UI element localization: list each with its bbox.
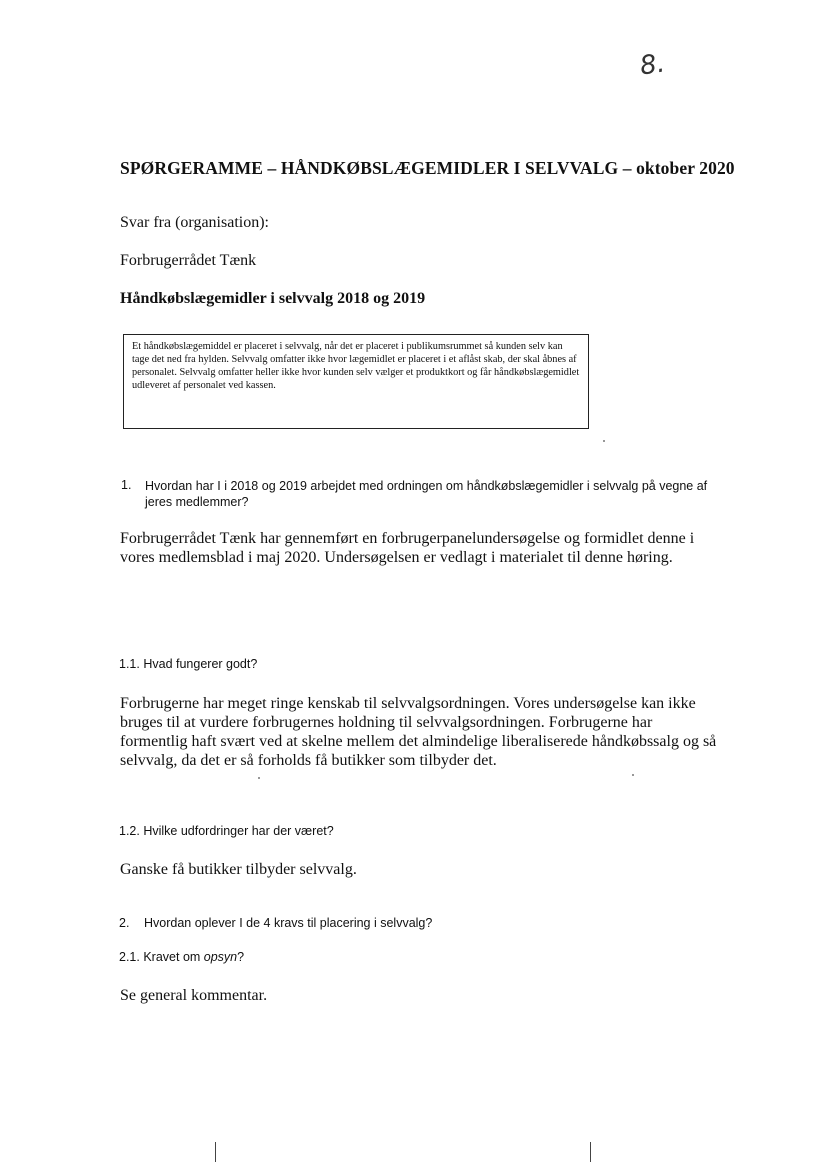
question-2-text: Hvordan oplever I de 4 kravs til placering i selvvalg? [144,916,433,930]
question-2-1-prefix: Kravet om [143,950,204,964]
question-1-1-number: 1.1. [119,657,140,671]
question-1-1-answer: Forbrugerne har meget ringe kenskab til selvvalgsordningen. Vores undersøgelse kan ikke bruges til at vurdere forbrugernes holdning til selvvalgsordningen. Forbrugerne har formentlig haft svært ved at skelne mellem det almindelige liberaliserede håndkøbssalg og så selvvalg, da det er så forholds få butikker som tilbyder det. [120,695,717,769]
question-1-2-number: 1.2. [119,824,140,838]
respondent-name: Forbrugerrådet Tænk [120,252,257,269]
handwritten-page-number: 8. [638,48,667,82]
question-1-text: Hvordan har I i 2018 og 2019 arbejdet med ordningen om håndkøbslægemidler i selvvalg på vegne af jeres medlemmer? [145,479,708,509]
scan-mark-left [215,1142,216,1162]
scan-speck [603,440,605,442]
question-2-1-emphasis: opsyn [203,950,238,964]
question-1-1-text: Hvad fungerer godt? [143,657,258,671]
scan-speck [258,777,260,779]
respondent-label: Svar fra (organisation): [120,214,269,231]
definition-text: Et håndkøbslægemiddel er placeret i selvvalg, når det er placeret i publikumsrummet så kunden selv kan tage det ned fra hylden. Selvvalg omfatter ikke hvor lægemidlet er placeret i et aflåst skab, der skal åbnes af personalet. Selvvalg omfatter heller ikke hvor kunden selv vælger et produktkort og får håndkøbslægemidlet udleveret af personalet ved kassen. [132,341,580,391]
question-2-1-answer: Se general kommentar. [120,987,268,1004]
question-2-number: 2. [119,916,130,930]
question-1-2 [119,824,334,838]
definition-box [123,334,589,429]
question-1-2-text: Hvilke udfordringer har der været? [143,824,334,838]
question-2-1 [119,950,244,964]
page-title: SPØRGERAMME – HÅNDKØBSLÆGEMIDLER I SELVVALG – oktober 2020 [120,158,735,178]
question-2-1-suffix: ? [237,950,245,964]
scan-mark-right [590,1142,591,1162]
question-1-answer: Forbrugerrådet Tænk har gennemført en forbrugerpanelundersøgelse og formidlet denne i vores medlemsblad i maj 2020. Undersøgelsen er vedlagt i materialet til denne høring. [120,530,695,566]
question-2-1-number: 2.1. [119,950,140,964]
section-title: Håndkøbslægemidler i selvvalg 2018 og 2019 [120,290,426,307]
question-1-2-answer: Ganske få butikker tilbyder selvvalg. [120,861,357,878]
question-1-number: 1. [121,478,132,492]
scan-speck [632,774,634,776]
question-1-1 [119,657,257,671]
